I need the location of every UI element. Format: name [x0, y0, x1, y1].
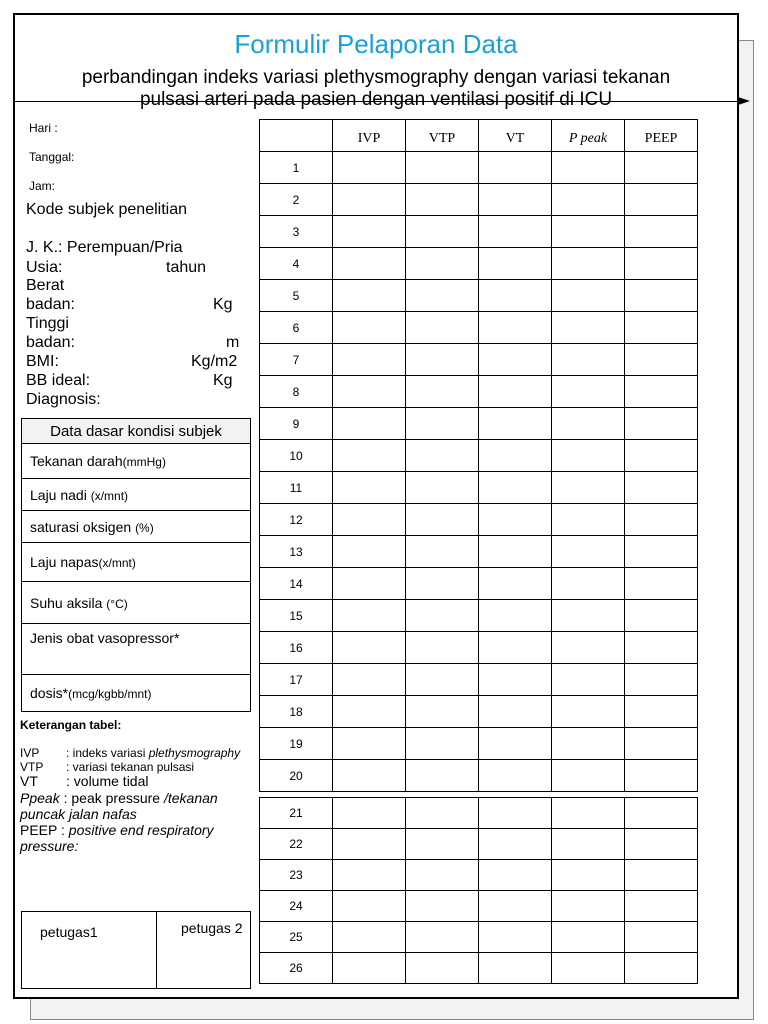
laju-nadi-field[interactable]: [22, 479, 251, 511]
table-row: [260, 728, 698, 760]
usia-label: Usia:: [26, 259, 63, 276]
tanggal-label: Tanggal:: [29, 150, 75, 164]
measurement-cell[interactable]: [406, 504, 479, 536]
row-number: 20: [260, 760, 333, 792]
measurement-cell[interactable]: [406, 184, 479, 216]
measurement-cell[interactable]: [333, 248, 406, 280]
measurement-cell[interactable]: [552, 568, 625, 600]
measurement-cell[interactable]: [479, 280, 552, 312]
suhu-aksila-label: Suhu aksila: [30, 594, 107, 611]
column-header-peep: PEEP: [625, 120, 698, 152]
baseline-condition-table: [21, 418, 251, 712]
table-row: [260, 798, 698, 829]
measurement-cell[interactable]: [552, 798, 625, 829]
arrow-right-icon: [738, 97, 750, 105]
measurement-cell[interactable]: [552, 728, 625, 760]
measurement-cell[interactable]: [406, 798, 479, 829]
laju-napas-label: Laju napas: [30, 554, 99, 570]
measurement-cell[interactable]: [406, 344, 479, 376]
measurement-cell[interactable]: [406, 760, 479, 792]
table-row: [260, 829, 698, 860]
row-number: 25: [260, 922, 333, 953]
row-number: 1: [260, 152, 333, 184]
subtitle-line-2: pulsasi arteri pada pasien dengan ventilasi positif di ICU: [139, 89, 613, 110]
measurement-cell[interactable]: [552, 408, 625, 440]
measurement-cell[interactable]: [333, 829, 406, 860]
measurement-cell[interactable]: [479, 408, 552, 440]
measurement-cell[interactable]: [333, 440, 406, 472]
berat-unit: Kg: [213, 296, 233, 313]
table-row: [260, 440, 698, 472]
measurement-cell[interactable]: [406, 536, 479, 568]
measurement-cell[interactable]: [552, 891, 625, 922]
usia-unit: tahun: [166, 259, 207, 276]
petugas2-label: petugas 2: [181, 920, 243, 936]
saturasi-oksigen-field[interactable]: [22, 511, 251, 543]
measurement-cell[interactable]: [625, 728, 698, 760]
note-vt-abbr: VT: [20, 773, 38, 789]
measurement-cell[interactable]: [625, 376, 698, 408]
berat-label-1: Berat: [26, 277, 65, 294]
measurement-cell[interactable]: [625, 408, 698, 440]
table-row: [260, 922, 698, 953]
measurement-cell[interactable]: [625, 344, 698, 376]
row-number: 3: [260, 216, 333, 248]
table-row: [260, 376, 698, 408]
table-row: [260, 344, 698, 376]
measurement-cell[interactable]: [625, 798, 698, 829]
row-number: 9: [260, 408, 333, 440]
measurement-cell[interactable]: [625, 536, 698, 568]
measurement-cell[interactable]: [333, 953, 406, 984]
measurement-cell[interactable]: [625, 568, 698, 600]
measurement-cell[interactable]: [406, 312, 479, 344]
measurement-cell[interactable]: [333, 504, 406, 536]
measurement-cell[interactable]: [552, 536, 625, 568]
note-peep: [20, 822, 214, 838]
table-row: [260, 312, 698, 344]
measurement-cell[interactable]: [625, 760, 698, 792]
note-ivp-italic: plethysmography: [148, 746, 241, 760]
table-row: [260, 280, 698, 312]
note-vtp-abbr: VTP: [20, 760, 44, 774]
table-row: [260, 248, 698, 280]
measurement-cell[interactable]: [479, 568, 552, 600]
measurement-cell[interactable]: [552, 922, 625, 953]
measurement-cell[interactable]: [479, 632, 552, 664]
measurement-cell[interactable]: [625, 216, 698, 248]
table-row: [260, 860, 698, 891]
note-ppeak-line2: puncak jalan nafas: [20, 806, 137, 822]
measurement-cell[interactable]: [625, 472, 698, 504]
row-number: 22: [260, 829, 333, 860]
note-peep-abbr: PEEP: [20, 822, 58, 838]
row-number: 13: [260, 536, 333, 568]
measurement-cell[interactable]: [333, 696, 406, 728]
measurement-cell[interactable]: [552, 216, 625, 248]
note-ivp-abbr: IVP: [20, 746, 40, 760]
measurement-cell[interactable]: [552, 696, 625, 728]
row-number: 15: [260, 600, 333, 632]
note-vtp-text: : variasi tekanan pulsasi: [66, 760, 195, 774]
tinggi-label-2: badan:: [26, 334, 75, 351]
measurement-cell[interactable]: [552, 829, 625, 860]
hari-label: Hari :: [29, 121, 58, 135]
table-row: [260, 891, 698, 922]
form-subtitle: [35, 67, 717, 111]
measurement-cell[interactable]: [333, 760, 406, 792]
measurement-cell[interactable]: [479, 760, 552, 792]
measurement-cell[interactable]: [625, 184, 698, 216]
signature-table: [21, 911, 251, 989]
measurement-cell[interactable]: [625, 891, 698, 922]
measurement-cell[interactable]: [479, 696, 552, 728]
measurement-cell[interactable]: [333, 472, 406, 504]
measurement-cell[interactable]: [552, 152, 625, 184]
measurement-cell[interactable]: [333, 632, 406, 664]
row-number: 8: [260, 376, 333, 408]
measurement-cell[interactable]: [406, 922, 479, 953]
measurement-cell[interactable]: [625, 632, 698, 664]
measurement-cell[interactable]: [479, 312, 552, 344]
column-header-vtp: VTP: [406, 120, 479, 152]
diagnosis-label: Diagnosis:: [26, 391, 101, 408]
table-row: [260, 472, 698, 504]
petugas2-box[interactable]: [157, 912, 251, 989]
row-number: 17: [260, 664, 333, 696]
measurement-cell[interactable]: [479, 376, 552, 408]
measurement-cell[interactable]: [333, 860, 406, 891]
measurement-cell[interactable]: [625, 280, 698, 312]
row-number: 11: [260, 472, 333, 504]
measurement-cell[interactable]: [406, 953, 479, 984]
measurement-cell[interactable]: [479, 216, 552, 248]
laju-nadi-label: Laju nadi: [30, 486, 91, 503]
measurement-cell[interactable]: [625, 860, 698, 891]
bmi-label: BMI:: [26, 353, 59, 370]
measurement-cell[interactable]: [552, 600, 625, 632]
measurement-cell[interactable]: [479, 891, 552, 922]
measurement-cell[interactable]: [406, 440, 479, 472]
jenis-kelamin-label: J. K.: Perempuan/Pria: [26, 239, 183, 256]
measurement-cell[interactable]: [333, 568, 406, 600]
row-number: 4: [260, 248, 333, 280]
measurement-cell[interactable]: [406, 664, 479, 696]
row-number: 24: [260, 891, 333, 922]
measurement-cell[interactable]: [333, 344, 406, 376]
measurement-cell[interactable]: [406, 216, 479, 248]
measurement-cell[interactable]: [479, 152, 552, 184]
measurement-table: [259, 119, 698, 984]
measurement-cell[interactable]: [552, 280, 625, 312]
measurement-cell[interactable]: [479, 536, 552, 568]
measurement-cell[interactable]: [406, 891, 479, 922]
bb-ideal-unit: Kg: [213, 372, 233, 389]
measurement-cell[interactable]: [625, 440, 698, 472]
note-ivp-text: : indeks variasi: [66, 746, 149, 760]
measurement-cell[interactable]: [479, 440, 552, 472]
measurement-cell[interactable]: [406, 728, 479, 760]
measurement-cell[interactable]: [479, 922, 552, 953]
measurement-cell[interactable]: [625, 922, 698, 953]
suhu-aksila-unit: (°C): [106, 596, 128, 611]
table-row: [260, 504, 698, 536]
petugas1-label: petugas1: [40, 924, 98, 940]
laju-napas-field[interactable]: [22, 543, 251, 582]
note-peep-italic: positive end respiratory: [68, 822, 214, 838]
measurement-cell[interactable]: [552, 504, 625, 536]
table-row: [260, 664, 698, 696]
measurement-header-row: [260, 120, 698, 152]
tekanan-darah-label: Tekanan darah: [30, 453, 123, 469]
measurement-cell[interactable]: [552, 664, 625, 696]
obat-vasopressor-label: Jenis obat vasopressor*: [30, 630, 180, 646]
note-ppeak-abbr: Ppeak: [20, 790, 60, 806]
measurement-cell[interactable]: [406, 280, 479, 312]
measurement-cell[interactable]: [406, 829, 479, 860]
measurement-cell[interactable]: [333, 728, 406, 760]
measurement-cell[interactable]: [552, 953, 625, 984]
measurement-cell[interactable]: [625, 152, 698, 184]
measurement-cell[interactable]: [406, 860, 479, 891]
form-title: Formulir Pelaporan Data: [234, 29, 518, 59]
kode-subjek-label: Kode subjek penelitian: [26, 201, 188, 218]
column-header-ivp: IVP: [333, 120, 406, 152]
measurement-cell[interactable]: [333, 664, 406, 696]
petugas1-box[interactable]: [22, 912, 157, 989]
measurement-cell[interactable]: [333, 922, 406, 953]
measurement-cell[interactable]: [406, 248, 479, 280]
measurement-cell[interactable]: [479, 344, 552, 376]
obat-vasopressor-field[interactable]: [22, 624, 251, 675]
measurement-cell[interactable]: [625, 664, 698, 696]
measurement-cell[interactable]: [479, 728, 552, 760]
measurement-cell[interactable]: [552, 472, 625, 504]
berat-label-2: badan:: [26, 296, 75, 313]
measurement-cell[interactable]: [406, 696, 479, 728]
measurement-cell[interactable]: [333, 152, 406, 184]
measurement-cell[interactable]: [552, 312, 625, 344]
row-number: 21: [260, 798, 333, 829]
notes-title: Keterangan tabel:: [20, 718, 122, 732]
measurement-cell[interactable]: [406, 408, 479, 440]
measurement-cell[interactable]: [479, 504, 552, 536]
row-number: 7: [260, 344, 333, 376]
measurement-cell[interactable]: [625, 696, 698, 728]
measurement-cell[interactable]: [406, 600, 479, 632]
measurement-cell[interactable]: [333, 184, 406, 216]
measurement-cell[interactable]: [333, 216, 406, 248]
laju-napas-unit: (x/mnt): [98, 556, 136, 570]
suhu-aksila-field[interactable]: [22, 582, 251, 624]
note-ppeak-italic: /tekanan: [163, 790, 218, 806]
measurement-cell[interactable]: [625, 953, 698, 984]
measurement-cell[interactable]: [479, 248, 552, 280]
row-number: 16: [260, 632, 333, 664]
measurement-cell[interactable]: [333, 408, 406, 440]
table-row: [260, 600, 698, 632]
note-vtp: [20, 760, 194, 774]
note-ppeak: [20, 790, 218, 806]
measurement-cell[interactable]: [333, 891, 406, 922]
tinggi-label-1: Tinggi: [26, 315, 69, 332]
laju-nadi-unit: (x/mnt): [90, 488, 129, 503]
row-number: 2: [260, 184, 333, 216]
column-header-vt: VT: [479, 120, 552, 152]
measurement-cell[interactable]: [552, 632, 625, 664]
tinggi-unit: m: [226, 334, 240, 351]
row-number: 23: [260, 860, 333, 891]
bb-ideal-label: BB ideal:: [26, 372, 91, 389]
measurement-cell[interactable]: [333, 312, 406, 344]
column-header-ppeak: P peak: [552, 120, 625, 152]
table-row: [260, 760, 698, 792]
measurement-cell[interactable]: [406, 152, 479, 184]
row-number: 14: [260, 568, 333, 600]
row-number: 19: [260, 728, 333, 760]
table-row: [260, 568, 698, 600]
subtitle-line-1: perbandingan indeks variasi plethysmography dengan variasi tekanan: [81, 67, 671, 88]
measurement-cell[interactable]: [625, 829, 698, 860]
note-vt: [20, 773, 148, 789]
measurement-cell[interactable]: [552, 184, 625, 216]
note-ivp: [20, 746, 240, 760]
table-row: [260, 408, 698, 440]
saturasi-oksigen-label: saturasi oksigen: [30, 518, 136, 535]
row-number-header: [260, 120, 333, 152]
measurement-cell[interactable]: [479, 184, 552, 216]
measurement-cell[interactable]: [552, 760, 625, 792]
measurement-cell[interactable]: [552, 248, 625, 280]
header-rule: [15, 101, 743, 102]
measurement-cell[interactable]: [625, 312, 698, 344]
measurement-cell[interactable]: [333, 536, 406, 568]
measurement-cell[interactable]: [479, 600, 552, 632]
measurement-cell[interactable]: [333, 600, 406, 632]
note-vt-text: : volume tidal: [66, 773, 149, 789]
measurement-cell[interactable]: [333, 280, 406, 312]
measurement-cell[interactable]: [479, 953, 552, 984]
measurement-cell[interactable]: [406, 472, 479, 504]
row-number: 6: [260, 312, 333, 344]
bmi-unit: Kg/m2: [191, 353, 238, 370]
row-number: 5: [260, 280, 333, 312]
tekanan-darah-field[interactable]: [22, 444, 251, 479]
table-row: [260, 536, 698, 568]
measurement-cell[interactable]: [333, 376, 406, 408]
table-row: [260, 632, 698, 664]
measurement-cell[interactable]: [406, 632, 479, 664]
measurement-cell[interactable]: [552, 440, 625, 472]
jam-label: Jam:: [29, 179, 56, 193]
condition-table-header: Data dasar kondisi subjek: [22, 419, 251, 444]
measurement-cell[interactable]: [406, 568, 479, 600]
form-sheet: [13, 13, 739, 999]
row-number: 10: [260, 440, 333, 472]
measurement-cell[interactable]: [552, 376, 625, 408]
saturasi-oksigen-unit: (%): [135, 520, 154, 535]
measurement-cell[interactable]: [552, 344, 625, 376]
measurement-cell[interactable]: [479, 860, 552, 891]
measurement-cell[interactable]: [479, 472, 552, 504]
measurement-cell[interactable]: [479, 798, 552, 829]
table-row: [260, 184, 698, 216]
row-number: 18: [260, 696, 333, 728]
row-number: 26: [260, 953, 333, 984]
row-number: 12: [260, 504, 333, 536]
measurement-cell[interactable]: [333, 798, 406, 829]
measurement-cell[interactable]: [625, 248, 698, 280]
measurement-cell[interactable]: [625, 504, 698, 536]
measurement-cell[interactable]: [479, 829, 552, 860]
measurement-cell[interactable]: [552, 860, 625, 891]
table-row: [260, 216, 698, 248]
dosis-field[interactable]: [22, 675, 251, 712]
table-row: [260, 953, 698, 984]
measurement-cell[interactable]: [406, 376, 479, 408]
measurement-cell[interactable]: [479, 664, 552, 696]
note-ppeak-text: : peak pressure: [59, 790, 164, 806]
dosis-unit: (mcg/kgbb/mnt): [68, 687, 152, 701]
dosis-label: dosis*: [30, 685, 69, 701]
table-row: [260, 696, 698, 728]
table-row: [260, 152, 698, 184]
note-peep-text: :: [57, 822, 69, 838]
measurement-cell[interactable]: [625, 600, 698, 632]
tekanan-darah-unit: (mmHg): [122, 455, 166, 469]
note-peep-line2: pressure:: [20, 838, 79, 854]
